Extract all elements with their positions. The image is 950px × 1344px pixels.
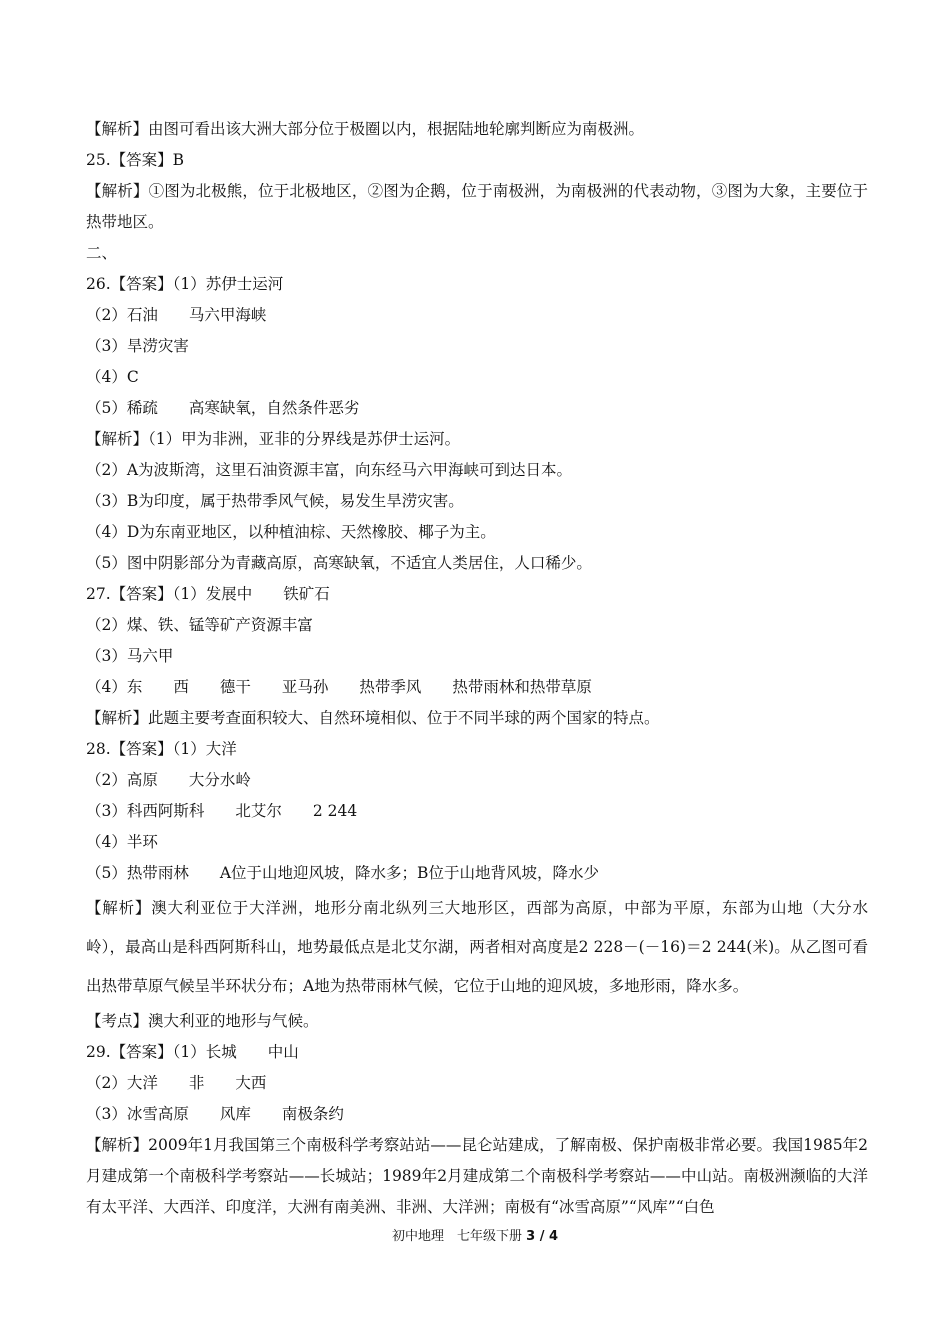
- analysis-25: 【解析】①图为北极熊，位于北极地区，②图为企鹅，位于南极洲，为南极洲的代表动物，③图为大象，主要位于热带地区。: [86, 182, 868, 231]
- text-line: （2）煤、铁、锰等矿产资源丰富: [86, 616, 313, 634]
- text-line: （2）大洋 非 大西: [86, 1074, 267, 1092]
- text-line: 【解析】由图可看出该大洲大部分位于极圈以内，根据陆地轮廓判断应为南极洲。: [86, 120, 645, 138]
- text-line: （5）热带雨林 A位于山地迎风坡，降水多；B位于山地背风坡，降水少: [86, 864, 599, 882]
- text-line: （4）半环: [86, 833, 158, 851]
- text-line: （5）稀疏 高寒缺氧，自然条件恶劣: [86, 399, 360, 417]
- text-line: （2）石油 马六甲海峡: [86, 306, 267, 324]
- page-footer: [0, 1228, 950, 1246]
- text-line: （3）旱涝灾害: [86, 337, 189, 355]
- footer-subject: 初中地理 七年级下册: [391, 1229, 522, 1244]
- text-line: （4）东 西 德干 亚马孙 热带季风 热带雨林和热带草原: [86, 678, 592, 696]
- answer-content: [86, 114, 868, 1223]
- answer-29: 29.【答案】（1）长城 中山: [86, 1043, 299, 1061]
- text-line: （4）C: [86, 368, 139, 386]
- analysis-28: 【解析】澳大利亚位于大洋洲，地形分南北纵列三大地形区，西部为高原，中部为平原，东部为山地（大分水岭），最高山是科西阿斯科山，地势最低点是北艾尔湖，两者相对高度是2 228－(－16)＝2 244(米)。从乙图可看出热带草原气候呈半环状分布；A地为热带雨林气候，它位于山地的迎风坡，多地形雨，降水多。: [86, 899, 868, 995]
- key-point-28: 【考点】澳大利亚的地形与气候。: [86, 1012, 319, 1030]
- answer-28: 28.【答案】（1）大洋: [86, 740, 237, 758]
- page-number: 3 / 4: [526, 1229, 559, 1244]
- answer-27: 27.【答案】（1）发展中 铁矿石: [86, 585, 330, 603]
- analysis-26: 【解析】（1）甲为非洲，亚非的分界线是苏伊士运河。: [86, 430, 461, 448]
- text-line: （3）科西阿斯科 北艾尔 2 244: [86, 802, 358, 820]
- analysis-29: 【解析】2009年1月我国第三个南极科学考察站站——昆仑站建成，了解南极、保护南极非常必要。我国1985年2月建成第一个南极科学考察站——长城站；1989年2月建成第二个南极科学考察站——中山站。南极洲濒临的大洋有太平洋、大西洋、印度洋，大洲有南美洲、非洲、大洋洲；南极有“冰雪高原”“风库”“白色: [86, 1136, 868, 1216]
- text-line: （4）D为东南亚地区，以种植油棕、天然橡胶、椰子为主。: [86, 523, 496, 541]
- text-line: （3）B为印度，属于热带季风气候，易发生旱涝灾害。: [86, 492, 464, 510]
- text-line: （3）马六甲: [86, 647, 174, 665]
- answer-26: 26.【答案】（1）苏伊士运河: [86, 275, 284, 293]
- section-two-heading: 二、: [86, 244, 118, 262]
- text-line: （3）冰雪高原 风库 南极条约: [86, 1105, 344, 1123]
- text-line: （2）A为波斯湾，这里石油资源丰富，向东经马六甲海峡可到达日本。: [86, 461, 573, 479]
- text-line: （2）高原 大分水岭: [86, 771, 251, 789]
- text-line: （5）图中阴影部分为青藏高原，高寒缺氧，不适宜人类居住，人口稀少。: [86, 554, 592, 572]
- analysis-27: 【解析】此题主要考查面积较大、自然环境相似、位于不同半球的两个国家的特点。: [86, 709, 660, 727]
- answer-25: 25.【答案】B: [86, 151, 185, 169]
